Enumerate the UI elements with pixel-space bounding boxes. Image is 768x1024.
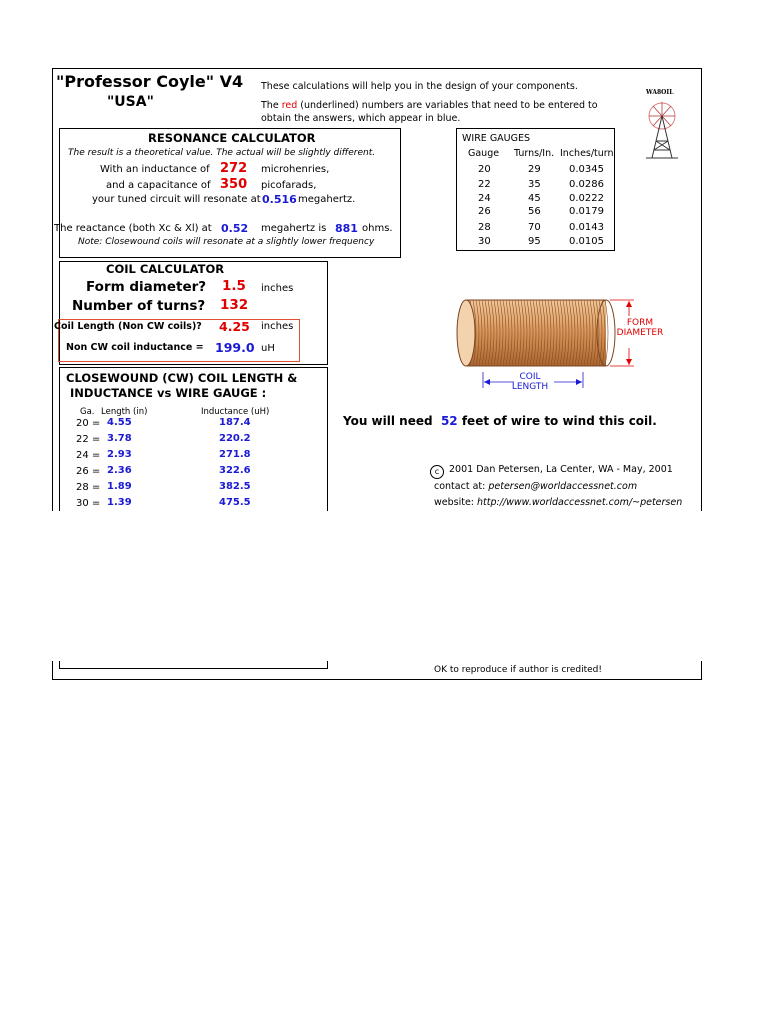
closewound-header-length: Length (in) — [101, 407, 148, 417]
wire-gauges-header-turns: Turns/In. — [514, 148, 555, 159]
form-diameter-unit: inches — [261, 283, 294, 294]
wire-turns-cell: 95 — [528, 236, 541, 247]
wire-inches-cell: 0.0179 — [569, 206, 604, 217]
closewound-length-cell: 4.55 — [107, 417, 132, 428]
reactance-label: The reactance (both Xc & Xl) at — [54, 223, 212, 234]
closewound-inductance-cell: 382.5 — [219, 481, 251, 492]
coil-inductance-unit: uH — [261, 343, 275, 354]
closewound-gauge-cell: 28 = — [76, 482, 101, 493]
page-title: "Professor Coyle" V4 — [56, 72, 244, 91]
coil-length-unit: inches — [261, 321, 294, 332]
closewound-inductance-cell: 271.8 — [219, 449, 251, 460]
resonate-output: 0.516 — [262, 193, 297, 206]
windmill-logo-icon — [640, 96, 684, 162]
closewound-gauge-cell: 22 = — [76, 434, 101, 445]
inductance-unit: microhenries, — [261, 164, 330, 175]
copyright-line: 2001 Dan Petersen, La Center, WA - May, 2001 — [449, 464, 673, 475]
closewound-title-1: CLOSEWOUND (CW) COIL LENGTH & — [66, 371, 298, 385]
website-line: website: http://www.worldaccessnet.com/~petersen — [434, 497, 683, 508]
reproduce-note: OK to reproduce if author is credited! — [434, 665, 602, 675]
reactance-frequency-output: 0.52 — [221, 222, 249, 235]
coil-calculator-title: COIL CALCULATOR — [106, 262, 225, 276]
resonate-label: your tuned circuit will resonate at — [92, 194, 261, 205]
closewound-gauge-cell: 24 = — [76, 450, 101, 461]
coil-inductance-label: Non CW coil inductance = — [66, 342, 204, 353]
page-subtitle: "USA" — [107, 94, 154, 110]
wire-inches-cell: 0.0286 — [569, 179, 604, 190]
wire-turns-cell: 70 — [528, 222, 541, 233]
wire-turns-cell: 35 — [528, 179, 541, 190]
closewound-inductance-cell: 322.6 — [219, 465, 251, 476]
wire-inches-cell: 0.0105 — [569, 236, 604, 247]
inductance-label: With an inductance of — [100, 164, 210, 175]
capacitance-input[interactable]: 350 — [220, 177, 248, 192]
closewound-length-cell: 3.78 — [107, 433, 132, 444]
closewound-gauge-cell: 26 = — [76, 466, 101, 477]
intro-line-3: obtain the answers, which appear in blue. — [261, 113, 461, 124]
contact-email-link[interactable]: petersen@worldaccessnet.com — [488, 481, 638, 492]
wire-inches-cell: 0.0345 — [569, 164, 604, 175]
number-of-turns-input[interactable]: 132 — [220, 297, 249, 313]
coil-length-input[interactable]: 4.25 — [219, 319, 250, 334]
intro-line-2: The red (underlined) numbers are variables that need to be entered to — [261, 100, 598, 111]
wire-needed-line: You will need 52 feet of wire to wind this coil. — [343, 414, 657, 428]
wire-turns-cell: 45 — [528, 193, 541, 204]
wire-gauge-cell: 30 — [478, 236, 491, 247]
form-diameter-input[interactable]: 1.5 — [222, 278, 246, 294]
blank-region — [50, 511, 704, 661]
capacitance-label: and a capacitance of — [106, 180, 211, 191]
closewound-length-cell: 1.39 — [107, 497, 132, 508]
wire-turns-cell: 29 — [528, 164, 541, 175]
intro-line-1: These calculations will help you in the design of your components. — [261, 81, 578, 92]
logo-text: WA8OIL — [646, 89, 674, 96]
wire-gauges-header-gauge: Gauge — [468, 148, 500, 159]
capacitance-unit: picofarads, — [261, 180, 317, 191]
resonance-title: RESONANCE CALCULATOR — [148, 131, 316, 145]
closewound-inductance-cell: 220.2 — [219, 433, 251, 444]
closewound-length-cell: 2.93 — [107, 449, 132, 460]
wire-gauge-cell: 24 — [478, 193, 491, 204]
wire-gauge-cell: 22 — [478, 179, 491, 190]
coil-inductance-output: 199.0 — [215, 340, 255, 355]
copyright-icon: c — [430, 465, 444, 479]
closewound-gauge-cell: 30 = — [76, 498, 101, 509]
coil-length-diagram-label: COIL LENGTH — [511, 372, 549, 392]
closewound-inductance-cell: 475.5 — [219, 497, 251, 508]
contact-line: contact at: petersen@worldaccessnet.com — [434, 481, 638, 492]
form-diameter-diagram-label: FORM DIAMETER — [616, 318, 664, 338]
coil-diagram-icon — [452, 292, 672, 398]
closewound-length-cell: 1.89 — [107, 481, 132, 492]
wire-inches-cell: 0.0143 — [569, 222, 604, 233]
website-link[interactable]: http://www.worldaccessnet.com/~petersen — [477, 497, 683, 508]
inductance-input[interactable]: 272 — [220, 161, 248, 176]
reactance-unit: ohms. — [362, 223, 393, 234]
wire-gauge-cell: 26 — [478, 206, 491, 217]
closewound-title-2: INDUCTANCE vs WIRE GAUGE : — [70, 386, 267, 400]
closewound-note: Note: Closewound coils will resonate at a slightly lower frequency — [78, 237, 375, 247]
closewound-inductance-cell: 187.4 — [219, 417, 251, 428]
wire-gauge-cell: 20 — [478, 164, 491, 175]
reactance-mid-label: megahertz is — [261, 223, 327, 234]
number-of-turns-label: Number of turns? — [72, 298, 206, 314]
resonance-note: The result is a theoretical value. The actual will be slightly different. — [68, 148, 376, 158]
wire-needed-output: 52 — [440, 414, 458, 428]
form-diameter-label: Form diameter? — [86, 279, 207, 295]
closewound-header-ga: Ga. — [80, 407, 95, 417]
wire-turns-cell: 56 — [528, 206, 541, 217]
wire-gauges-title: WIRE GAUGES — [462, 133, 531, 144]
reactance-output: 881 — [335, 222, 358, 235]
wire-inches-cell: 0.0222 — [569, 193, 604, 204]
closewound-length-cell: 2.36 — [107, 465, 132, 476]
closewound-gauge-cell: 20 = — [76, 418, 101, 429]
closewound-header-inductance: Inductance (uH) — [201, 407, 270, 417]
resonate-unit: megahertz. — [298, 194, 356, 205]
wire-gauge-cell: 28 — [478, 222, 491, 233]
coil-length-label: Coil Length (Non CW coils)? — [54, 321, 202, 332]
wire-gauges-header-inches: Inches/turn — [560, 148, 614, 159]
